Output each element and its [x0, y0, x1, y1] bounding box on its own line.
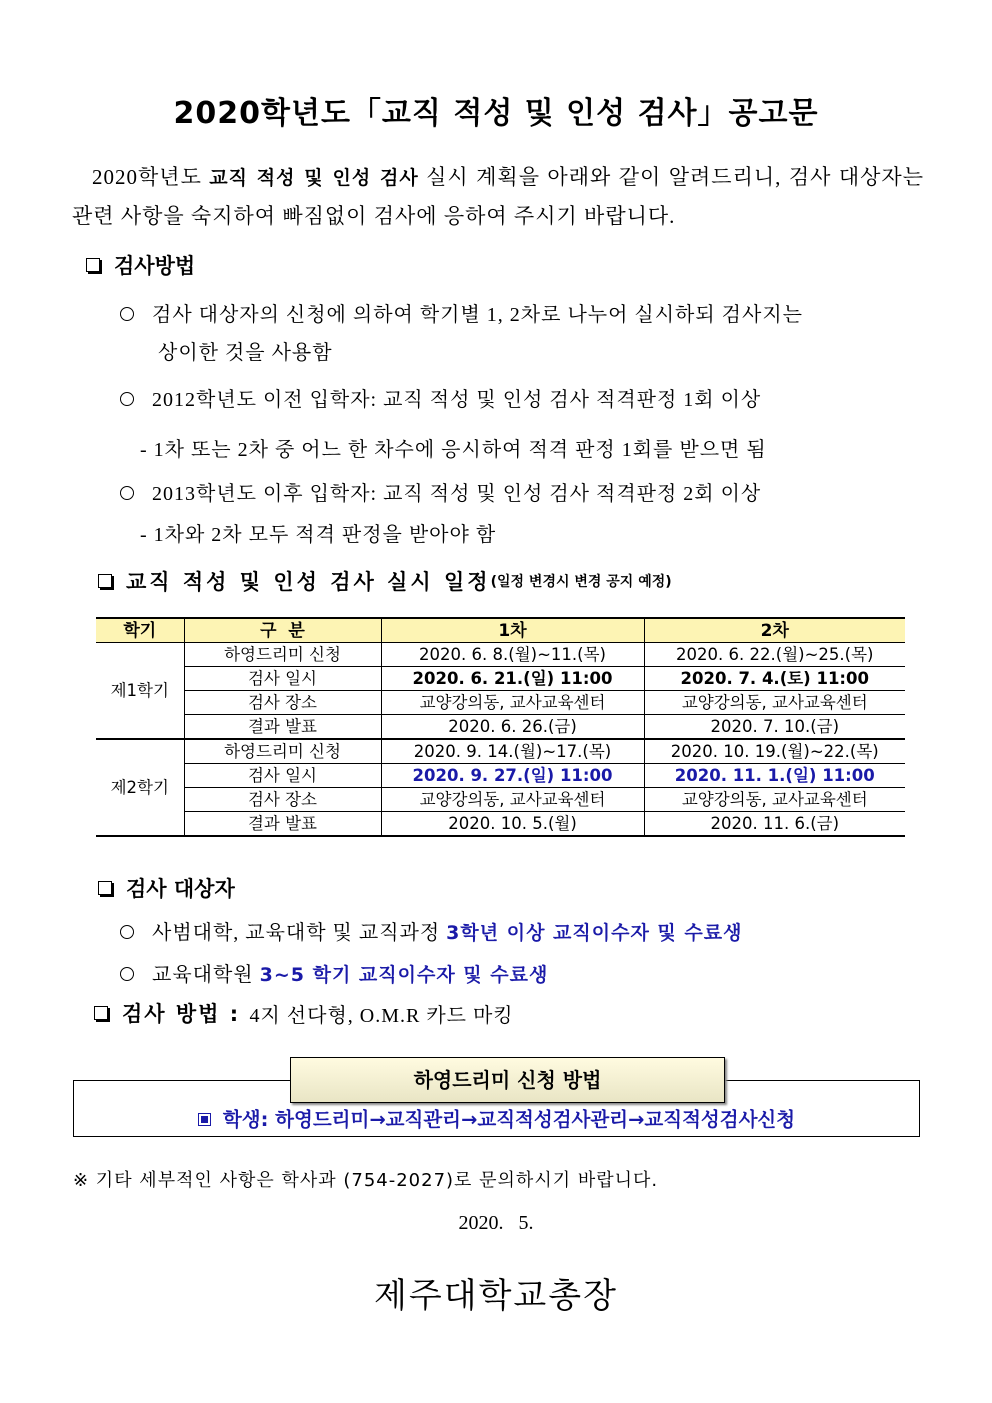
method-item-4 [120, 477, 761, 506]
row-label: 결과 발표 [184, 715, 381, 740]
table-header-row [96, 618, 905, 643]
cell-round-2: 2020. 10. 19.(월)~22.(목) [644, 739, 905, 764]
method-item-1 [120, 298, 803, 327]
cell-round-1: 2020. 6. 26.(금) [381, 715, 644, 740]
exam-method-text: 4지 선다형, O.M.R 카드 마킹 [249, 1004, 514, 1027]
method-item-text: 2013학년도 이후 입학자: 교직 적성 및 인성 검사 적격판정 2회 이상 [152, 483, 762, 505]
header-round-2: 2차 [644, 618, 905, 643]
cell-round-2: 2020. 7. 10.(금) [644, 715, 905, 740]
method-item-text: 검사 대상자의 신청에 의하여 학기별 1, 2차로 나누어 실시하되 검사지는 [152, 304, 803, 326]
row-label: 검사 일시 [184, 667, 381, 691]
target-heading-label: 검사 대상자 [126, 877, 235, 901]
schedule-heading-note: (일정 변경시 변경 공지 예정) [490, 574, 672, 590]
table-row [96, 788, 905, 812]
row-label: 하영드리미 신청 [184, 739, 381, 764]
checkbox-square-icon [98, 881, 112, 895]
schedule-table [96, 617, 905, 837]
cell-round-2: 2020. 6. 22.(월)~25.(목) [644, 643, 905, 667]
checkbox-square-icon [94, 1006, 108, 1020]
row-label: 결과 발표 [184, 812, 381, 837]
checkbox-square-icon [86, 258, 100, 272]
intro-paragraph [72, 158, 924, 235]
application-box-title: 하영드리미 신청 방법 [290, 1057, 725, 1103]
header-round-1: 1차 [381, 618, 644, 643]
cell-round-1: 2020. 10. 5.(월) [381, 812, 644, 837]
circle-bullet-icon [120, 486, 134, 500]
table-row [96, 739, 905, 764]
announcement-date: 2020. 5. [458, 1212, 534, 1234]
circle-bullet-icon [120, 925, 134, 939]
table-row [96, 691, 905, 715]
cell-round-1: 2020. 9. 27.(일) 11:00 [381, 764, 644, 788]
cell-round-1: 교양강의동, 교사교육센터 [381, 691, 644, 715]
schedule-heading-label: 교직 적성 및 인성 검사 실시 일정 [126, 570, 491, 594]
semester-cell: 제2학기 [96, 739, 184, 836]
target-item-2 [120, 958, 548, 987]
method-heading-label: 검사방법 [114, 254, 196, 278]
cell-round-1: 교양강의동, 교사교육센터 [381, 788, 644, 812]
circle-bullet-icon [120, 307, 134, 321]
circle-bullet-icon [120, 967, 134, 981]
intro-bold: 교직 적성 및 인성 검사 [209, 167, 419, 189]
exam-method-label: 검사 방법 : [122, 1002, 250, 1026]
cell-round-2: 2020. 7. 4.(토) 11:00 [644, 667, 905, 691]
method-item-2 [120, 383, 761, 412]
cell-round-2: 교양강의동, 교사교육센터 [644, 788, 905, 812]
row-label: 검사 일시 [184, 764, 381, 788]
contact-note: ※ 기타 세부적인 사항은 학사과 (754-2027)로 문의하시기 바랍니다. [73, 1170, 659, 1191]
method-item-3: - 1차 또는 2차 중 어느 한 차수에 응시하여 적격 판정 1회를 받으면 됨 [140, 439, 767, 461]
method-item-5: - 1차와 2차 모두 적격 판정을 받아야 함 [140, 524, 497, 546]
table-row [96, 812, 905, 837]
checkbox-square-icon [98, 574, 112, 588]
header-category: 구 분 [184, 618, 381, 643]
row-label: 검사 장소 [184, 691, 381, 715]
target-item-highlight: 3학년 이상 교직이수자 및 수료생 [446, 922, 743, 944]
cell-round-1: 2020. 9. 14.(월)~17.(목) [381, 739, 644, 764]
cell-round-2: 2020. 11. 1.(일) 11:00 [644, 764, 905, 788]
header-semester: 학기 [96, 618, 184, 643]
filled-square-icon [198, 1113, 211, 1126]
page-title: 2020학년도「교직 적성 및 인성 검사」공고문 [173, 96, 819, 131]
target-item-1 [120, 916, 742, 945]
method-heading [86, 250, 195, 280]
target-item-highlight: 3~5 학기 교직이수자 및 수료생 [259, 964, 549, 986]
cell-round-2: 교양강의동, 교사교육센터 [644, 691, 905, 715]
row-label: 하영드리미 신청 [184, 643, 381, 667]
target-item-text: 교육대학원 [152, 964, 260, 986]
exam-method-heading [94, 998, 514, 1028]
cell-round-1: 2020. 6. 8.(월)~11.(목) [381, 643, 644, 667]
circle-bullet-icon [120, 392, 134, 406]
row-label: 검사 장소 [184, 788, 381, 812]
cell-round-2: 2020. 11. 6.(금) [644, 812, 905, 837]
target-heading [98, 873, 235, 903]
cell-round-1: 2020. 6. 21.(일) 11:00 [381, 667, 644, 691]
target-item-text: 사범대학, 교육대학 및 교직과정 [152, 922, 447, 944]
table-row [96, 667, 905, 691]
method-item-1-cont: 상이한 것을 사용함 [158, 342, 333, 364]
table-row [96, 715, 905, 740]
table-row [96, 643, 905, 667]
table-row [96, 764, 905, 788]
intro-prefix: 2020학년도 [92, 165, 210, 189]
schedule-heading [98, 566, 672, 596]
semester-cell: 제1학기 [96, 643, 184, 740]
signer: 제주대학교총장 [374, 1278, 618, 1315]
application-path [73, 1104, 920, 1132]
application-path-text: 학생: 하영드리미→교직관리→교직적성검사관리→교직적성검사신청 [222, 1108, 796, 1131]
method-item-text: 2012학년도 이전 입학자: 교직 적성 및 인성 검사 적격판정 1회 이상 [152, 389, 762, 411]
intro-suffix: 실시 계획을 아래와 같이 알려드리니, 검사 대상자는 관련 사항을 숙지하여 빠짐없이 검사에 응하여 주시기 바랍니다. [72, 165, 924, 228]
